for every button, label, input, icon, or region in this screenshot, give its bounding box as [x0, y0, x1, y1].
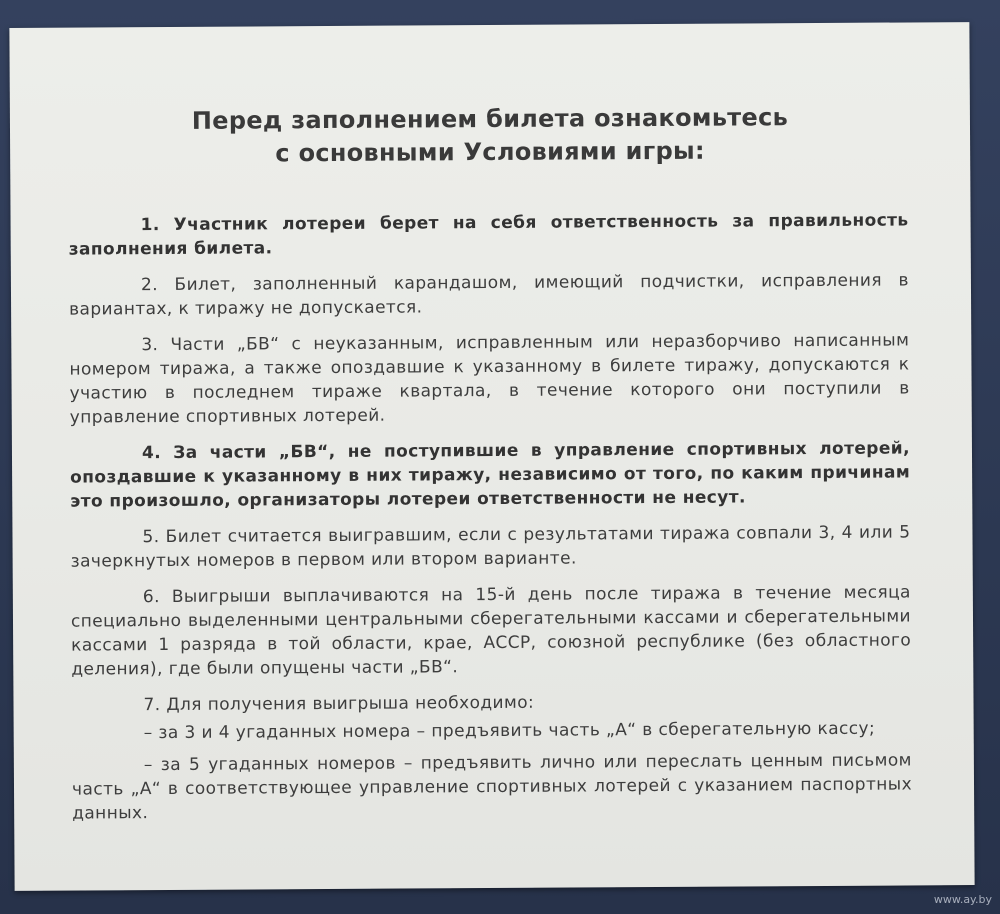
site-watermark: www.ay.by	[933, 893, 992, 906]
rule-3: 3. Части „БВ“ с неуказанным, исправленным или неразборчиво написанным номером тиража, а также опоздавшие к указанному в билете тиражу, допускаются к участию в последнем тираже квартала, в течение которого они поступили в управление спортивных лотерей.	[69, 330, 910, 428]
heading-line-2: с основными Условиями игры:	[275, 136, 706, 168]
sheet-heading	[10, 100, 970, 172]
rule-4: 4. За части „БВ“, не поступившие в управление спортивных лотерей, опоздавшие к указанному в них тиражу, независимо от того, по каким причинам это произошло, организаторы лотереи ответственности не несут.	[70, 438, 911, 512]
rule-7-subitem-1: – за 3 и 4 угаданных номера – предъявить часть „А“ в сберегательную кассу;	[143, 718, 876, 744]
heading-line-1: Перед заполнением билета ознакомьтесь	[191, 103, 789, 135]
rules-list	[69, 208, 913, 833]
rule-6: 6. Выигрыши выплачиваются на 15-й день после тиража в течение месяца специально выделенными центральными сберегательными кассами и сберегательными кассами 1 разряда в той области, крае, АССР, союзной республике (без областного деления), где были опущены части „БВ“.	[70, 582, 912, 680]
rule-7: 7. Для получения выигрыша необходимо:	[143, 692, 535, 716]
rule-5: 5. Билет считается выигравшим, если с результатами тиража совпали 3, 4 или 5 зачеркнутых номеров в первом или втором варианте.	[70, 522, 911, 572]
rule-1: 1. Участник лотереи берет на себя ответственность за правильность заполнения билета.	[68, 210, 909, 260]
rule-2: 2. Билет, заполненный карандашом, имеющий подчистки, исправления в вариантах, к тиражу не допускается.	[69, 270, 909, 320]
lottery-rules-sheet	[9, 22, 974, 891]
rule-7-subitem-2: – за 5 угаданных номеров – предъявить лично или переслать ценным письмом часть „А“ в соответствующее управление спортивных лотерей с указанием паспортных данных.	[71, 750, 913, 824]
